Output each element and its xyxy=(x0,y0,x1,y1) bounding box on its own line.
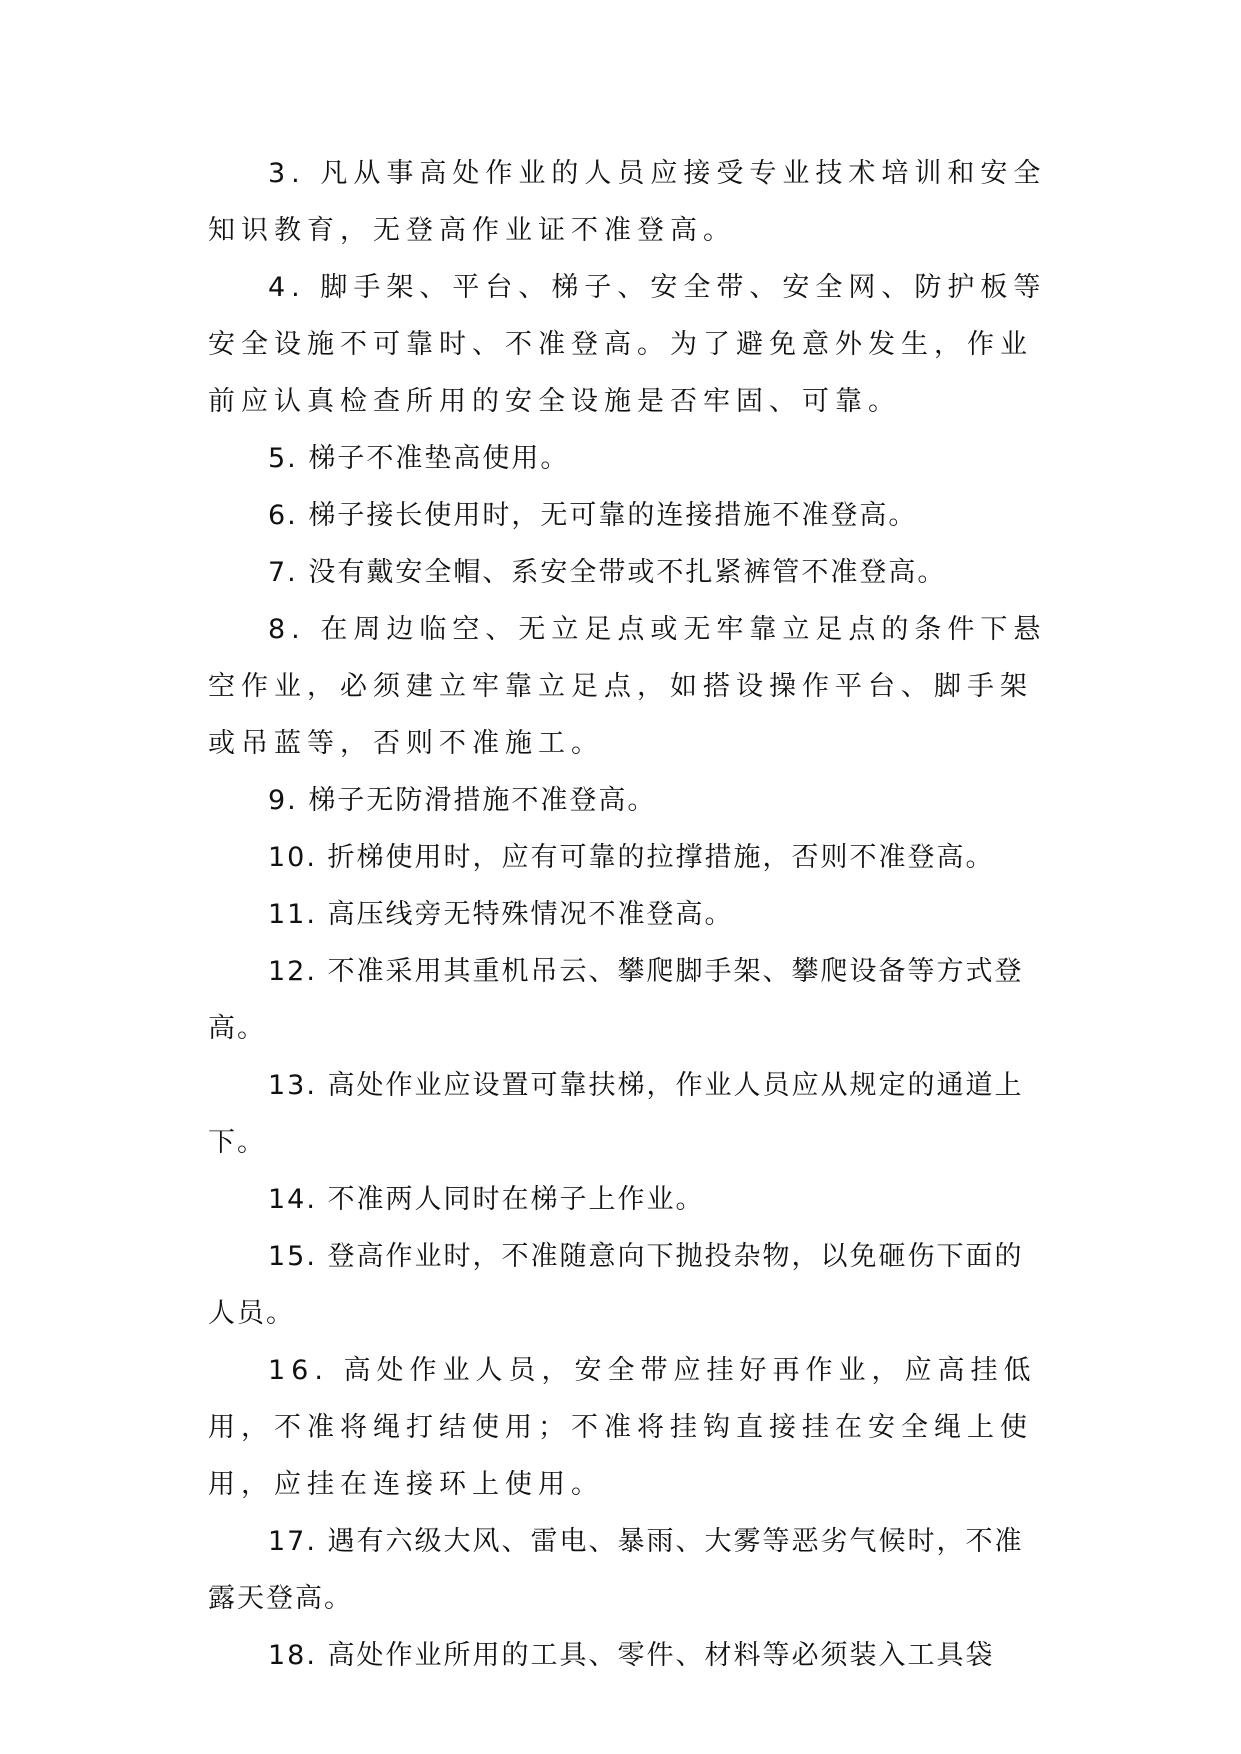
paragraph-4: 4. 脚手架、平台、梯子、安全带、安全网、防护板等安全设施不可靠时、不准登高。为了避免意外发生，作业前应认真检查所用的安全设施是否牢固、可靠。 xyxy=(208,272,1047,417)
paragraph-5: 5. 梯子不准垫高使用。 xyxy=(268,443,570,474)
paragraph-13: 13. 高处作业应设置可靠扶梯，作业人员应从规定的通道上下。 xyxy=(208,1070,1024,1158)
paragraph-6: 6. 梯子接长使用时，无可靠的连接措施不准登高。 xyxy=(268,500,918,531)
document-body xyxy=(208,145,1048,1684)
paragraph-11: 11. 高压线旁无特殊情况不准登高。 xyxy=(268,899,734,930)
paragraph-15: 15. 登高作业时，不准随意向下抛投杂物，以免砸伤下面的人员。 xyxy=(208,1241,1024,1329)
paragraph-17: 17. 遇有六级大风、雷电、暴雨、大雾等恶劣气候时，不准露天登高。 xyxy=(208,1526,1024,1614)
paragraph-3: 3. 凡从事高处作业的人员应接受专业技术培训和安全知识教育，无登高作业证不准登高。 xyxy=(208,158,1047,246)
paragraph-12: 12. 不准采用其重机吊云、攀爬脚手架、攀爬设备等方式登高。 xyxy=(208,956,1024,1044)
paragraph-18: 18. 高处作业所用的工具、零件、材料等必须装入工具袋 xyxy=(268,1640,995,1671)
paragraph-9: 9. 梯子无防滑措施不准登高。 xyxy=(268,785,657,816)
paragraph-10: 10. 折梯使用时，应有可靠的拉撑措施，否则不准登高。 xyxy=(268,842,995,873)
paragraph-16: 16. 高处作业人员，安全带应挂好再作业，应高挂低用，不准将绳打结使用；不准将挂钩直接挂在安全绳上使用，应挂在连接环上使用。 xyxy=(208,1355,1037,1500)
paragraph-14: 14. 不准两人同时在梯子上作业。 xyxy=(268,1184,705,1215)
paragraph-8: 8. 在周边临空、无立足点或无牢靠立足点的条件下悬空作业，必须建立牢靠立足点，如搭设操作平台、脚手架或吊蓝等，否则不准施工。 xyxy=(208,614,1047,759)
paragraph-7: 7. 没有戴安全帽、系安全带或不扎紧裤管不准登高。 xyxy=(268,557,947,588)
